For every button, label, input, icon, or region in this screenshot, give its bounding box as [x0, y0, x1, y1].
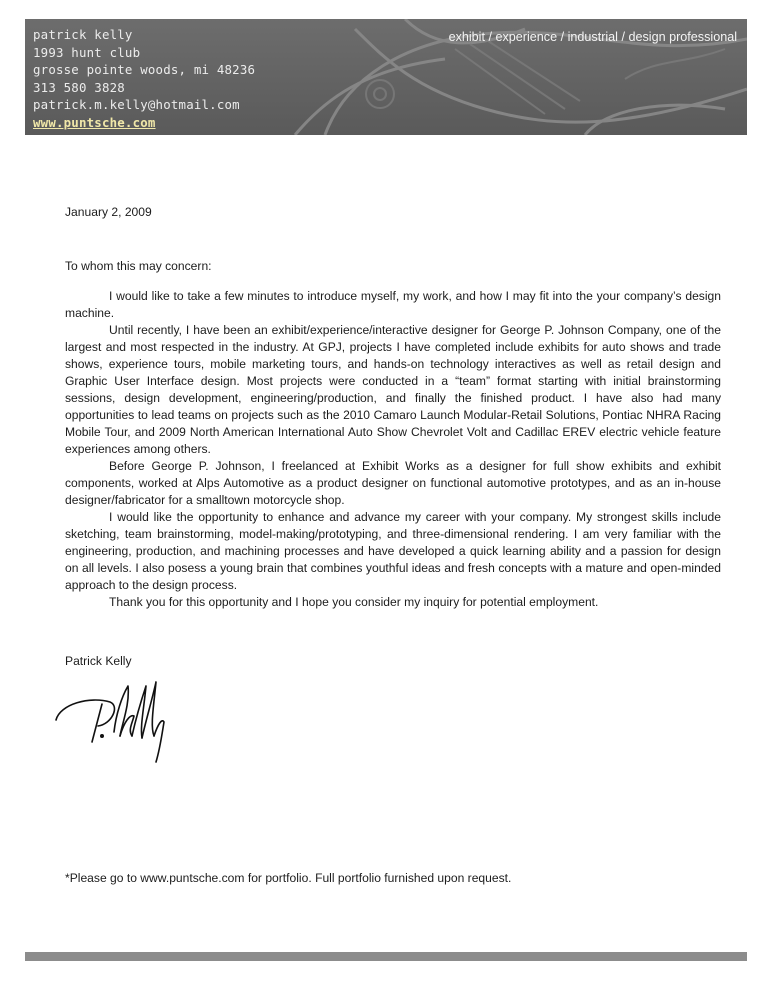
body-paragraph: Thank you for this opportunity and I hope you consider my inquiry for potential employment. — [109, 595, 599, 609]
body-paragraph: Before George P. Johnson, I freelanced at Exhibit Works as a designer for full show exhibits and exhibit components, worked at Alps Automotive as a product designer on functional automotive prototypes, and as an in-house designer/fabricator for a smalltown motorcycle shop. — [65, 459, 721, 507]
footer-bar — [25, 952, 747, 961]
contact-block — [33, 26, 255, 132]
letter-date: January 2, 2009 — [65, 205, 152, 219]
professional-tagline: exhibit / experience / industrial / design professional — [448, 30, 737, 44]
contact-email[interactable]: patrick.m.kelly@hotmail.com — [33, 97, 240, 113]
portfolio-footnote: *Please go to www.puntsche.com for portfolio. Full portfolio furnished upon request. — [65, 871, 512, 885]
body-paragraph: I would like to take a few minutes to introduce myself, my work, and how I may fit into the your company’s design machine. — [65, 289, 721, 320]
closing-name: Patrick Kelly — [65, 654, 132, 668]
contact-name: patrick kelly — [33, 27, 133, 42]
letter-body — [65, 288, 721, 611]
body-paragraph: I would like the opportunity to enhance and advance my career with your company. My strongest skills include sketching, team brainstorming, model-making/prototyping, and three-dimensional rendering. I am very familiar with the engineering, production, and machining processes and have developed a quick learning ability and a passion for design on all levels. I also posess a young brain that combines youthful ideas and fresh concepts with a mature and open-minded approach to the design process. — [65, 510, 721, 592]
letterhead-banner — [25, 19, 747, 135]
contact-address-line-1: 1993 hunt club — [33, 44, 141, 60]
body-paragraph: Until recently, I have been an exhibit/experience/interactive designer for George P. Johnson Company, one of the largest and most respected in the industry. At GPJ, projects I have completed include exhibits for auto shows and trade shows, experience tours, mobile marketing tours, and hands-on technology interactives as well as retail design and Graphic User Interface design. Most projects were conducted in a “team” format starting with initial brainstorming sessions, design development, engineering/production, and finally the finished product. I have also had many opportunities to lead teams on projects such as the 2010 Camaro Launch Modular-Retail Solutions, Pontiac NHRA Racing Mobile Tour, and 2009 North American International Auto Show Chevrolet Volt and Cadillac EREV electric vehicle feature experiences among others. — [65, 323, 721, 456]
contact-address-line-2: grosse pointe woods, mi 48236 — [33, 62, 256, 78]
letter-salutation: To whom this may concern: — [65, 259, 212, 273]
contact-phone: 313 580 3828 — [33, 79, 125, 95]
handwritten-signature — [50, 674, 180, 774]
website-link[interactable]: www.puntsche.com — [33, 114, 156, 130]
